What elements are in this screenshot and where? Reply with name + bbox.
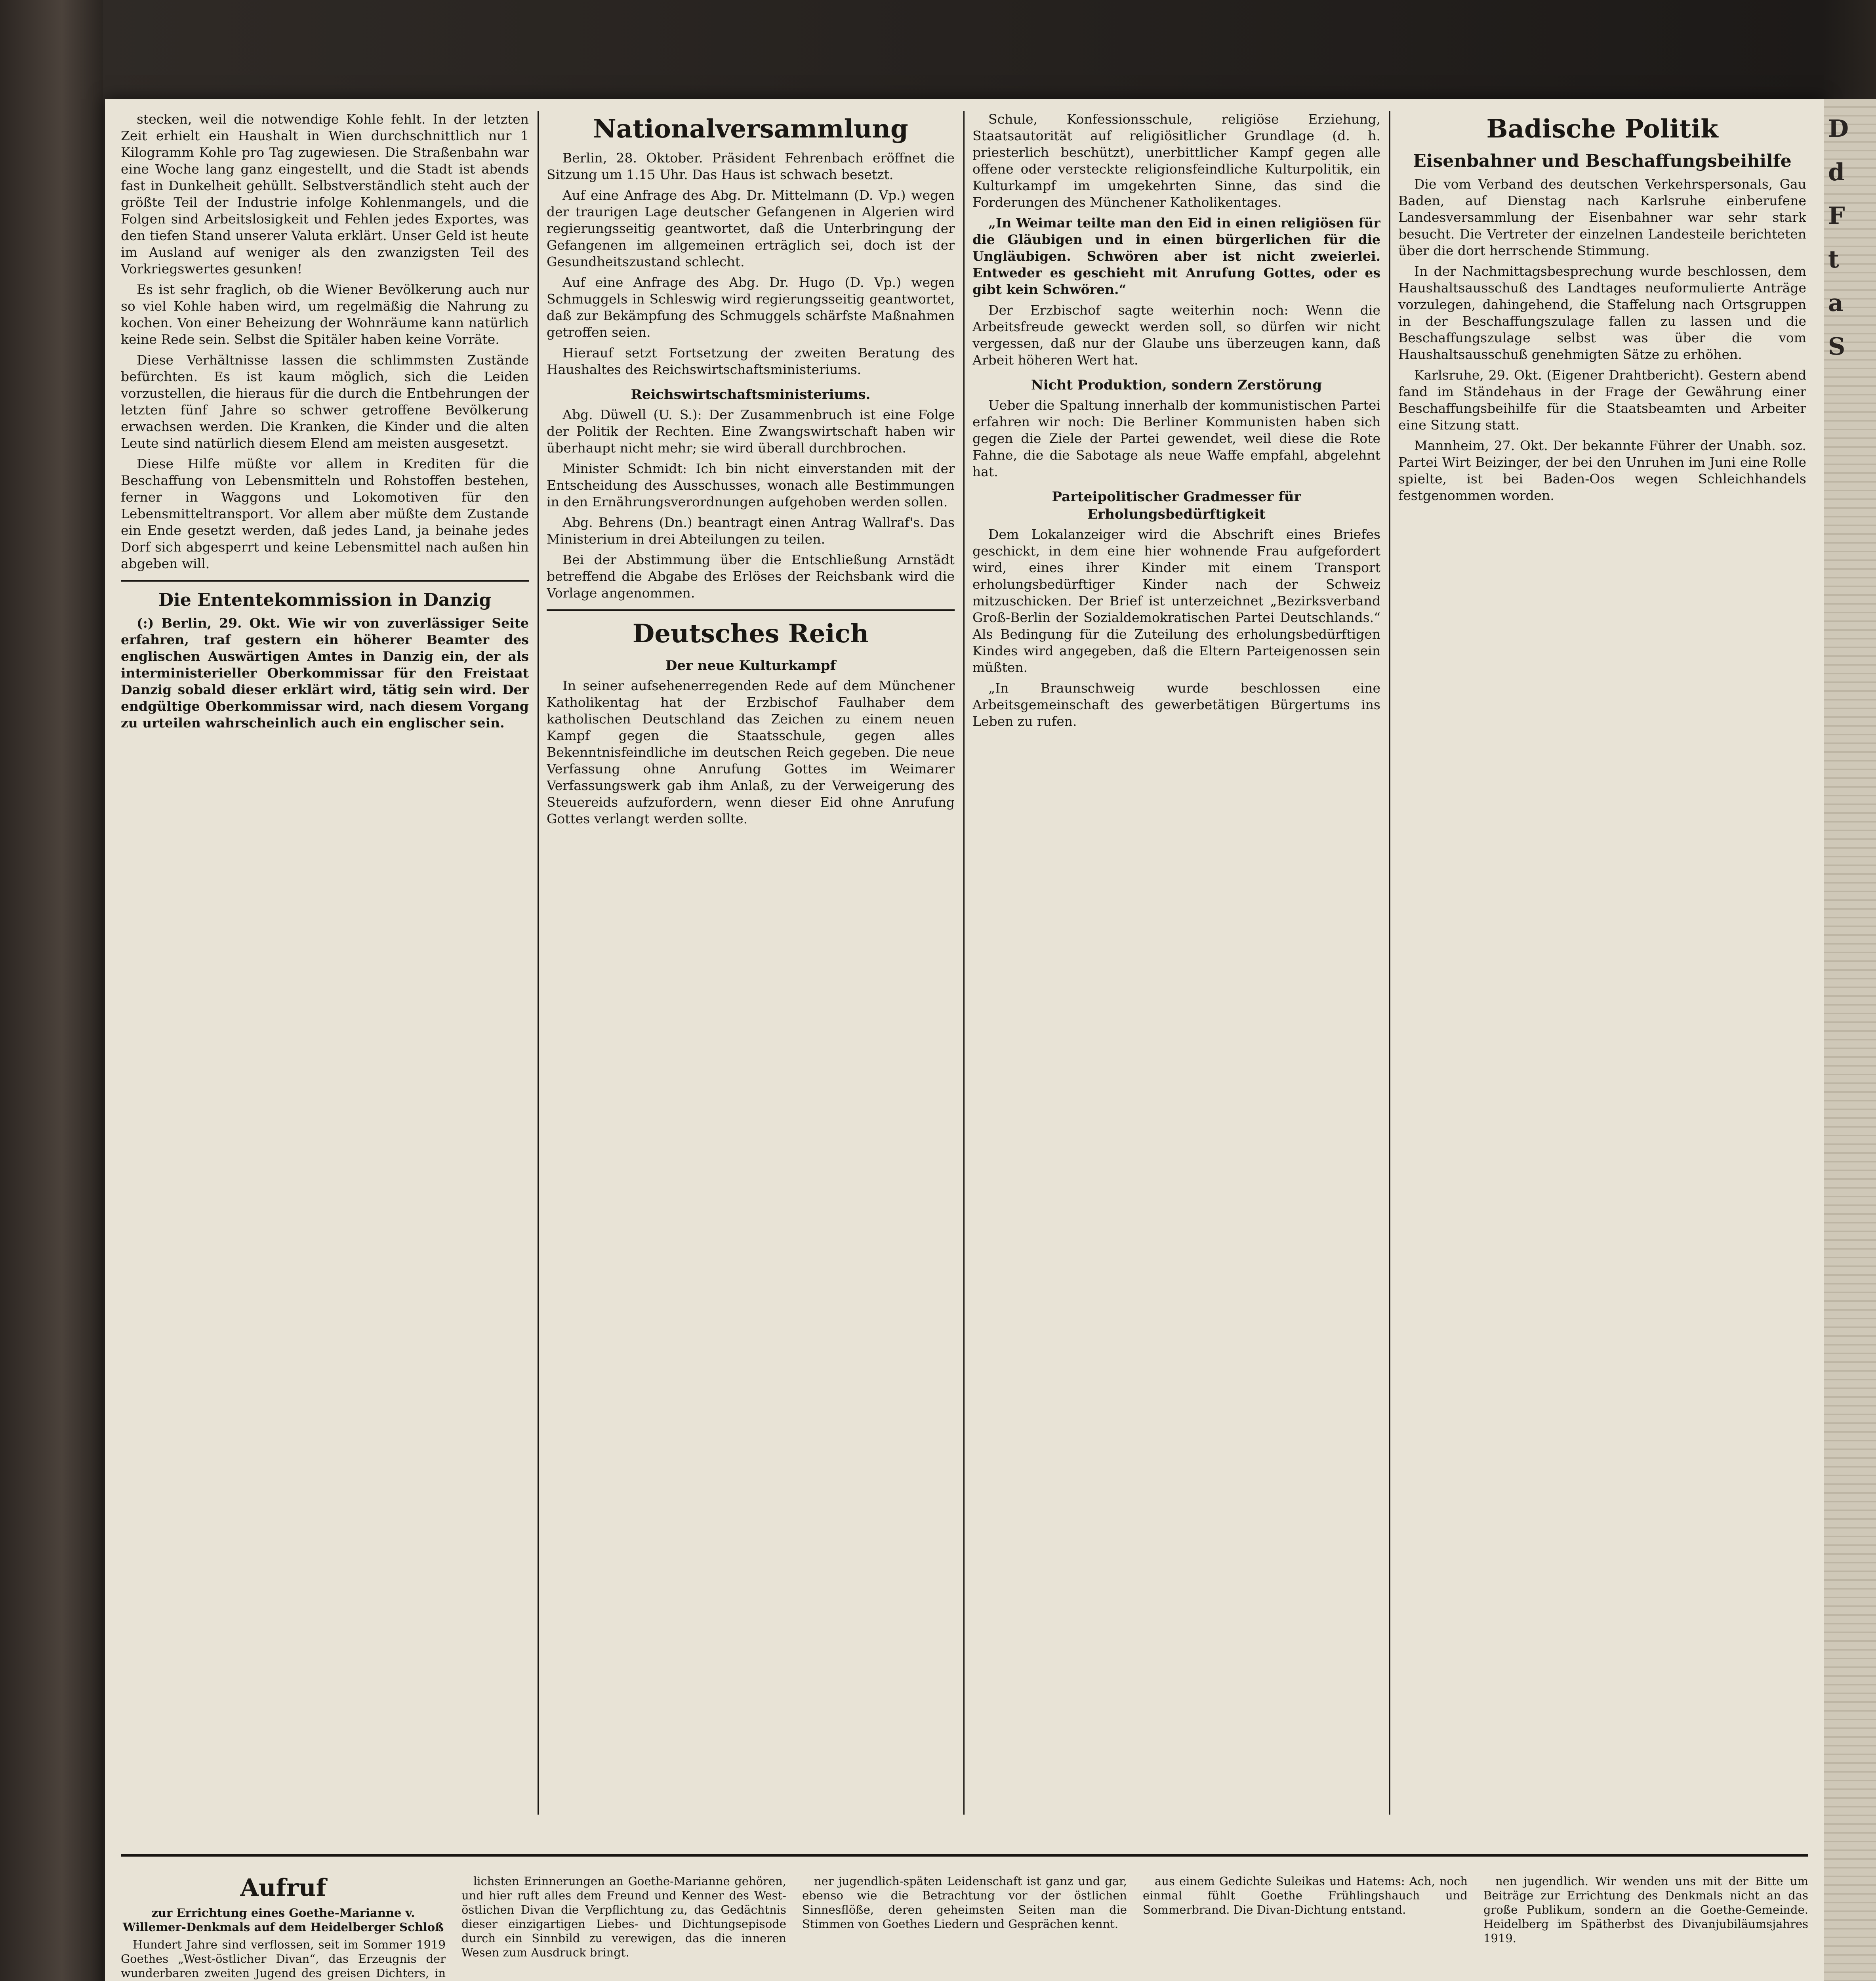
column-rule <box>1389 111 1390 1815</box>
danzig-paragraph: (:) Berlin, 29. Okt. Wie wir von zuverlässiger Seite erfahren, traf gestern ein höherer Beamter des englischen Auswärtigen Amtes in Danzig ein, der als interministerieller Oberkommissar für den Freistaat Danzig sobald dieser erklärt wird, tätig sein wird. Der endgültige Oberkommissar wird, nach diesem Vorgang zu urteilen wahrscheinlich auch ein englischer sein. <box>121 615 529 731</box>
column-3 <box>972 111 1380 1815</box>
newspaper-page <box>105 99 1824 1981</box>
book-binding <box>0 0 103 1981</box>
aufruf-section <box>121 1874 1808 1981</box>
col3-paragraph: „In Weimar teilte man den Eid in einen religiösen für die Gläubigen und in einen bürgerlichen für die Ungläubigen. Schwören aber ist nicht zweierlei. Entweder es geschieht mit Anrufung Gottes, oder es gibt kein Schwören.“ <box>972 215 1380 297</box>
aufruf-heading: Aufruf <box>240 1874 326 1902</box>
column-1 <box>121 111 529 1815</box>
section-divider <box>121 1854 1808 1857</box>
edge-letter: D <box>1828 115 1849 143</box>
danzig-heading: Die Ententekommission in Danzig <box>158 590 492 610</box>
aufruf-paragraph: nen jugendlich. Wir wenden uns mit der Bitte um Beiträge zur Errichtung des Denkmals nicht an das große Publikum, sondern an die Goethe-Gemeinde. Heidelberg im Spätherbst des Divanjubiläumsjahres 1919. <box>1483 1874 1808 1945</box>
produktion-heading: Nicht Produktion, sondern Zerstörung <box>1031 377 1322 393</box>
col2-paragraph: Hierauf setzt Fortsetzung der zweiten Beratung des Haushaltes des Reichswirtschaftsministeriums. <box>547 345 955 377</box>
badische-politik-heading: Badische Politik <box>1486 114 1718 144</box>
col1-paragraph: Es ist sehr fraglich, ob die Wiener Bevölkerung auch nur so viel Kohle haben wird, um regelmäßig die Nahrung zu kochen. Von einer Beheizung der Wohnräume kann natürlich keine Rede sein. Selbst die Spitäler haben keine Vorräte. <box>121 282 529 347</box>
aufruf-paragraph: lichsten Erinnerungen an Goethe-Marianne gehören, und hier ruft alles dem Freund und Kenner des West-östlichen Divan die Verpflichtung zu, das Gedächtnis dieser einzigartigen Liebes- und Dichtungsepisode durch ein Sinnbild zu verewigen, das die inneren Wesen zum Ausdruck bringt. <box>461 1874 786 1959</box>
kulturkampf-subheading: Der neue Kulturkampf <box>665 658 836 674</box>
col3-paragraph: „In Braunschweig wurde beschlossen eine Arbeitsgemeinschaft des gewerbetätigen Bürgertums ins Leben zu rufen. <box>972 680 1380 729</box>
col2-paragraph: Auf eine Anfrage des Abg. Dr. Hugo (D. Vp.) wegen Schmuggels in Schleswig wird regierungsseitig geantwortet, daß zur Bekämpfung des Schmuggels schärfste Maßnahmen getroffen seien. <box>547 275 955 340</box>
aufruf-column-1 <box>121 1874 446 1981</box>
ministry-subheading: Reichswirtschaftsministeriums. <box>631 387 871 403</box>
edge-letter: a <box>1828 289 1844 317</box>
col2-paragraph: Berlin, 28. Oktober. Präsident Fehrenbach eröffnet die Sitzung um 1.15 Uhr. Das Haus ist schwach besetzt. <box>547 150 955 182</box>
edge-letter: d <box>1828 158 1845 186</box>
col3-paragraph: Schule, Konfessionsschule, religiöse Erziehung, Staatsautorität auf religiösitlicher Grundlage (d. h. priesterlich beschützt), unerbittlicher Kampf gegen alle offene oder versteckte religionsfeindliche Kulturpolitik, ein Kulturkampf im umgekehrten Sinne, das sind die Forderungen des Münchener Katholikentages. <box>972 111 1380 210</box>
col4-paragraph: Mannheim, 27. Okt. Der bekannte Führer der Unabh. soz. Partei Wirt Beizinger, der bei den Unruhen im Juni eine Rolle spielte, ist bei Baden-Oos wegen Schleichhandels festgenommen worden. <box>1398 438 1806 503</box>
gradmesser-heading: Parteipolitischer Gradmesser für Erholungsbedürftigkeit <box>1052 489 1301 522</box>
adjacent-page-edge <box>1824 99 1876 1981</box>
eisenbahner-subheading: Eisenbahner und Beschaffungsbeihilfe <box>1413 151 1792 171</box>
edge-letter: S <box>1828 333 1845 361</box>
column-rule <box>963 111 965 1815</box>
col2-paragraph: Minister Schmidt: Ich bin nicht einverstanden mit der Entscheidung des Ausschusses, wonach alle Bestimmungen in den Ernährungsverordnungen aufgehoben werden sollen. <box>547 461 955 510</box>
col4-paragraph: Karlsruhe, 29. Okt. (Eigener Drahtbericht). Gestern abend fand im Ständehaus in der Frage der Gewährung einer Beschaffungsbeihilfe für die Staatsbeamten und Arbeiter eine Sitzung statt. <box>1398 367 1806 433</box>
col2-paragraph: Abg. Düwell (U. S.): Der Zusammenbruch ist eine Folge der Politik der Rechten. Eine Zwangswirtschaft haben wir überhaupt nicht mehr; sie wird überall durchbrochen. <box>547 407 955 456</box>
aufruf-column-5 <box>1483 1874 1808 1981</box>
column-divider <box>121 580 529 582</box>
aufruf-paragraph: aus einem Gedichte Suleikas und Hatems: Ach, noch einmal fühlt Goethe Frühlingshauch und Sommerbrand. Die Divan-Dichtung entstand. <box>1143 1874 1468 1916</box>
aufruf-column-3 <box>802 1874 1127 1981</box>
col2-paragraph: Bei der Abstimmung über die Entschließung Arnstädt betreffend die Abgabe des Erlöses der Reichsbank wird die Vorlage angenommen. <box>547 552 955 601</box>
edge-letter: t <box>1828 246 1839 273</box>
col3-paragraph: Der Erzbischof sagte weiterhin noch: Wenn die Arbeitsfreude geweckt werden soll, so dürfen wir nicht vergessen, daß nur der Glaube uns überzeugen kann, daß Arbeit höheren Wert hat. <box>972 302 1380 368</box>
col4-paragraph: In der Nachmittagsbesprechung wurde beschlossen, dem Haushaltsausschuß des Landtages neuformulierte Anträge vorzulegen, dahingehend, die Staffelung nach Ortsgruppen in der Beschaffungszulage fallen zu lassen und die Beschaffungszulage selbst was über die vom Haushaltsausschuß genehmigten Sätze zu erhöhen. <box>1398 263 1806 362</box>
col2-paragraph: Abg. Behrens (Dn.) beantragt einen Antrag Wallraf's. Das Ministerium in drei Abteilungen zu teilen. <box>547 515 955 547</box>
column-rule <box>538 111 539 1815</box>
deutsches-reich-heading: Deutsches Reich <box>632 619 869 649</box>
col1-paragraph: stecken, weil die notwendige Kohle fehlt. In der letzten Zeit erhielt ein Haushalt in Wien durchschnittlich nur 1 Kilogramm Kohle pro Tag zugewiesen. Die Straßenbahn war eine Woche lang ganz eingestellt, und die Stadt ist abends fast in Dunkelheit gehüllt. Selbstverständlich steht auch der größte Teil der Industrie infolge Kohlenmangels, und die Folgen sind Arbeitslosigkeit und Fehlen jedes Exportes, was den tiefen Stand unserer Valuta erklärt. Unser Geld ist heute im Ausland auf weniger als den zwanzigsten Teil des Vorkriegswertes gesunken! <box>121 111 529 277</box>
article-columns <box>121 111 1808 1815</box>
col2-paragraph: In seiner aufsehenerregenden Rede auf dem Münchener Katholikentag hat der Erzbischof Faulhaber dem katholischen Deutschland das Zeichen zu einem neuen Kampf gegen die Staatsschule, gegen alles Bekenntnisfeindliche im deutschen Reich gegeben. Die neue Verfassung ohne Anrufung Gottes im Weimarer Verfassungswerk gab ihm Anlaß, zu der Verweigerung des Steuereids aufzufordern, wenn dieser Eid ohne Anrufung Gottes verlangt werden sollte. <box>547 678 955 826</box>
aufruf-paragraph: Hundert Jahre sind verflossen, seit im Sommer 1919 Goethes „West-östlicher Divan“, das Erzeugnis der wunderbaren zweiten Jugend des greisen Dichters, in <box>121 1938 446 1980</box>
aufruf-column-2 <box>461 1874 786 1981</box>
aufruf-paragraph: ner jugendlich-späten Leidenschaft ist ganz und gar, ebenso wie die Betrachtung vor der östlichen Sinnesflöße, deren geheimsten Seiten man die Stimmen von Goethes Liedern und Gesprächen kennt. <box>802 1874 1127 1931</box>
aufruf-column-4 <box>1143 1874 1468 1981</box>
col3-paragraph: Ueber die Spaltung innerhalb der kommunistischen Partei erfahren wir noch: Die Berliner Kommunisten haben sich gegen die Ziele der Partei gewendet, weil diese die Rote Fahne, die die Sabotage als neue Waffe empfahl, abgelehnt hat. <box>972 397 1380 479</box>
col1-paragraph: Diese Verhältnisse lassen die schlimmsten Zustände befürchten. Es ist kaum möglich, sich die Leiden vorzustellen, die hieraus für die durch die Entbehrungen der letzten fünf Jahre so schwer getroffene Bevölkerung erwachsen werden. Die Kranken, die Kinder und die alten Leute sind natürlich diesem Elend am meisten ausgesetzt. <box>121 352 529 451</box>
column-4 <box>1398 111 1806 1815</box>
col3-paragraph: Dem Lokalanzeiger wird die Abschrift eines Briefes geschickt, in dem eine hier wohnende Frau aufgefordert wird, eines ihrer Kinder mit einem Transport erholungsbedürftiger Kinder nach der Schweiz mitzuschicken. Der Brief ist unterzeichnet „Bezirksverband Groß-Berlin der Sozialdemokratischen Partei Deutschlands.“ Als Bedingung für die Zuteilung des erholungsbedürftigen Kindes wird angegeben, daß die Eltern Parteigenossen sein müßten. <box>972 527 1380 675</box>
aufruf-intro: zur Errichtung eines Goethe-Marianne v. Willemer-Denkmals auf dem Heidelberger Schloß <box>122 1906 444 1934</box>
column-2 <box>547 111 955 1815</box>
column-divider <box>547 609 955 611</box>
nationalversammlung-heading: Nationalversammlung <box>593 114 908 144</box>
col2-paragraph: Auf eine Anfrage des Abg. Dr. Mittelmann (D. Vp.) wegen der traurigen Lage deutscher Gefangenen in Algerien wird regierungsseitig geantwortet, daß die Unterbringung der Gefangenen im allgemeinen erträglich sei, doch ist der Gesundheitszustand schlecht. <box>547 187 955 269</box>
col4-paragraph: Die vom Verband des deutschen Verkehrspersonals, Gau Baden, auf Dienstag nach Karlsruhe einberufene Landesversammlung der Eisenbahner war sehr stark besucht. Die Vertreter der einzelnen Landesteile berichteten über die dort herrschende Stimmung. <box>1398 176 1806 258</box>
edge-letter: F <box>1828 202 1845 230</box>
col1-paragraph: Diese Hilfe müßte vor allem in Krediten für die Beschaffung von Lebensmitteln und Rohstoffen bestehen, ferner in Waggons und Lokomotiven für den Lebensmitteltransport. Vor allem aber müßte dem Zustande ein Ende gesetzt werden, daß jedes Land, ja beinahe jedes Dorf sich abgesperrt und keine Lebensmittel nach außen hin abgeben will. <box>121 456 529 571</box>
